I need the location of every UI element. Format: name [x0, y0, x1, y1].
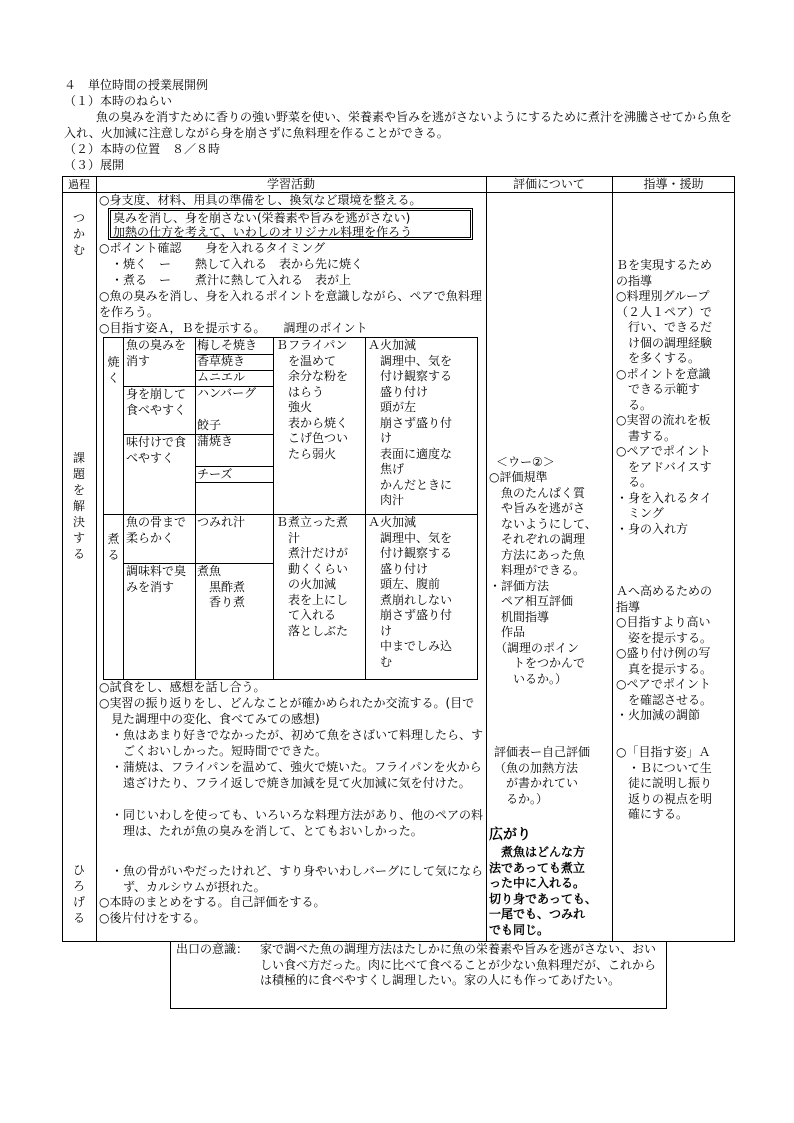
flow-label: （３）展開: [64, 158, 125, 172]
vertical-char: 決: [72, 515, 85, 529]
yaku-dish-7: チーズ: [197, 467, 233, 481]
vertical-char: 焼: [107, 355, 120, 369]
yaku-dish-5: 餃子: [197, 418, 222, 432]
yaku-dish-6: 蒲焼き: [197, 434, 234, 448]
niru-point-b: Ｂ煮立った煮 汁 煮汁だけが 動くくらい の火加減 表を上にし て入れる 落としぶた: [276, 515, 349, 638]
aim-text: 魚の臭みを消すために香りの強い野菜を使い、栄養素や旨みを逃がさないようにするために煮汁を沸騰させてから魚を入れ、火加減に注意しながら身を崩さずに魚料理を作ることができる。: [64, 110, 733, 140]
yaku-goal-3: 味付けで食べやすく: [126, 435, 187, 465]
reflection-line-3: ○本時のまとめをする。自己評価をする。: [99, 895, 326, 909]
vertical-char: る: [107, 548, 120, 562]
header-guidance: 指導・援助: [643, 177, 704, 191]
vertical-char: る: [72, 547, 85, 561]
vertical-char: 課: [72, 451, 85, 465]
yaku-dish-1: 梅しそ焼き: [197, 338, 258, 352]
yaku-dish-4: ハンバーグ: [197, 386, 257, 400]
position-label: （２）本時の位置 ８／８時: [64, 142, 221, 156]
header-stage: 過程: [68, 178, 90, 191]
point-line-5: ○目指す姿Ａ，Ｂを提示する。 調理のポイント: [99, 321, 368, 335]
stage-kadai: [66, 450, 92, 562]
vertical-char: 題: [72, 467, 85, 481]
stage-tsukamu: [66, 210, 92, 258]
vertical-char: つ: [72, 211, 85, 225]
reflection-line-2: ○実習の振り返りをし、どんなことが確かめられたか交流する。(目で見た調理中の変化、食べてみての感想): [99, 696, 475, 726]
niru-dish-1: つみれ汁: [197, 515, 246, 529]
niru-point-a: Ａ火加減 調理中、気を 付け観察する 盛り付け 頭左、腹前 煮崩れしない 崩さず盛り付 け 中までしみ込 む: [368, 515, 453, 669]
vertical-char: げ: [72, 895, 85, 909]
vertical-char: す: [72, 531, 85, 545]
niru-goal-2: 調味料で臭みを消す: [126, 564, 187, 594]
point-line-1: ○ポイント確認 身を入れるタイミング: [99, 241, 325, 255]
cook-yaku-label: [104, 354, 123, 386]
reflection-bullet-2: ・蒲焼は、フライパンを温めて、強火で焼いた。フライパンを火から遠ざけたり、フライ返しで焼き加減を見て火加減に気を付けた。: [111, 760, 482, 790]
evaluation-self: 評価表ー自己評価 （魚の加熱方法 が書かれてい るか。）: [494, 745, 591, 806]
niru-dish-2: 煮魚 黒酢煮 香り煮: [197, 564, 246, 609]
hirogari-title: 広がり: [489, 827, 531, 843]
section-heading: ４ 単位時間の授業展開例: [64, 78, 209, 92]
reflection-line-1: ○試食をし、感想を話し合う。: [99, 680, 266, 694]
point-line-4: ○魚の臭みを消し、身を入れるポイントを意識しながら、ペアで魚料理を作ろう。: [99, 289, 482, 319]
vertical-char: を: [72, 483, 85, 497]
hirogari-text: 煮魚はどんな方 法であっても煮立 った中に入れる。 切り身であっても、 一尾でも、つみれ でも同じ。: [489, 845, 597, 937]
yaku-dish-2: 香草焼き: [197, 354, 246, 368]
intro-activity: ○身支度、材料、用具の準備をし、換気など環境を整える。: [99, 193, 422, 207]
reflection-bullet-3: ・同じいわしを使っても、いろいろな料理方法があり、他のペアの料理は、たれが魚の臭みを消して、とてもおいしかった。: [111, 808, 484, 838]
vertical-char: る: [72, 911, 85, 925]
cook-niru-label: [104, 531, 123, 563]
theme-box: 臭みを消し、身を崩さない(栄養素や旨みを逃がさない) 加熱の仕方を考えて、いわしのオリジナル料理を作ろう: [110, 210, 471, 238]
vertical-char: 煮: [107, 532, 120, 546]
exit-text: 家で調べた魚の調理方法はたしかに魚の栄養素や旨みを逃がさない、おいしい食べ方だった。肉に比べて食べることが少ない魚料理だが、これからは積極的に食べやすくし調理したい。家の人にも作ってあげたい。: [260, 942, 657, 987]
guidance-a: Ａへ高めるための 指導 ○目指すより高い 姿を提示する。 ○盛り付け例の写 真を提示する。 ○ペアでポイント を確認させる。 ・火加減の調節: [616, 584, 713, 722]
reflection-line-4: ○後片付けをする。: [99, 911, 206, 925]
guidance-goal: ○「目指す姿」Ａ ・Ｂについて生 徒に説明し振り 返りの視点を明 確にする。: [616, 745, 713, 821]
vertical-char: く: [107, 371, 120, 385]
stage-hirogeru: [66, 862, 92, 926]
reflection-bullet-1: ・魚はあまり好きでなかったが、初めて魚をさばいて料理したら、すごくおいしかった。短時間でできた。: [111, 728, 484, 758]
vertical-char: 解: [72, 499, 85, 513]
yaku-goal-2: 身を崩して食べやすく: [126, 387, 187, 417]
vertical-char: ひ: [72, 863, 85, 877]
vertical-char: ろ: [72, 879, 85, 893]
point-line-3: ・煮る ー 煮汁に熱して入れる 表が上: [111, 273, 352, 287]
yaku-dish-3: ムニエル: [197, 370, 246, 384]
header-activity: 学習活動: [266, 177, 315, 191]
exit-label: 出口の意識：: [176, 942, 249, 956]
vertical-char: か: [72, 227, 85, 241]
yaku-goal-1: 魚の臭みを消す: [126, 338, 187, 368]
evaluation-criteria: ○評価規準 魚のたんぱく質 や旨みを逃がさ ないようにして、 それぞれの調理 方法にあった魚 料理ができる。 ・評価方法 ペア相互評価 机間指導 作品 （調理のポイン トをつかんで いるか。）: [489, 470, 597, 686]
niru-goal-1: 魚の骨まで柔らかく: [126, 515, 187, 545]
vertical-char: む: [72, 243, 85, 257]
guidance-b: Ｂを実現するため の指導 ○料理別グループ （２人１ペア）で 行い、できるだ け個の調理経験 を多くする。 ○ポイントを意識 できる示範す る。 ○実習の流れを板 書する。 ○ペアでポイント をアドバイスす る。 ・身を入れるタイ ミング ・身の入れ方: [616, 258, 713, 536]
aim-label: （１）本時のねらい: [64, 94, 173, 108]
reflection-bullet-4: ・魚の骨がいやだったけれど、すり身やいわしバーグにして気にならず、カルシウムが摂れた。: [111, 864, 484, 894]
point-line-2: ・焼く ー 熱して入れる 表から先に焼く: [111, 257, 364, 271]
evaluation-tag: ＜ウー②＞: [496, 455, 555, 469]
yaku-point-b: Ｂフライパン を温めて 余分な粉を はらう 強火 表から焼く こげ色つい たら弱火: [276, 338, 349, 461]
yaku-point-a: Ａ火加減 調理中、気を 付け観察する 盛り付け 頭が左 崩さず盛り付 け 表面に適度な 焦げ かんだときに 肉汁: [368, 338, 453, 507]
header-evaluation: 評価について: [513, 177, 585, 191]
